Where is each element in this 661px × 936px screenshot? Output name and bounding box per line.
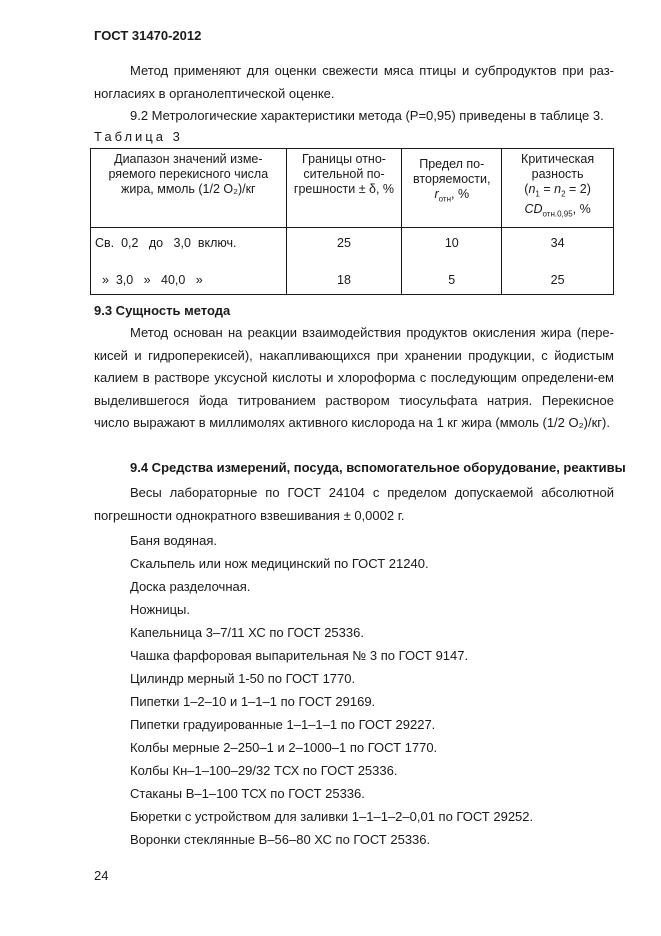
list-item: Колбы мерные 2–250–1 и 2–1000–1 по ГОСТ 1770. <box>130 740 438 755</box>
header-r-sub: отн <box>438 194 451 204</box>
list-item: Бюретки с устройством для заливки 1–1–1–2–0,01 по ГОСТ 29252. <box>130 809 534 824</box>
list-item: Колбы Кн–1–100–29/32 ТСХ по ГОСТ 25336. <box>130 763 398 778</box>
list-item: Ножницы. <box>130 602 191 617</box>
cell-range: » 3,0 » 40,0 » <box>91 267 287 295</box>
list-item: Пипетки 1–2–10 и 1–1–1 по ГОСТ 29169. <box>130 694 376 709</box>
header-eq: = <box>539 182 555 196</box>
section-9-4-title: 9.4 Средства измерений, посуда, вспомогательное оборудование, реактивы <box>130 460 626 475</box>
cell-r: 5 <box>402 267 502 295</box>
section-9-4-first-paragraph: Весы лабораторные по ГОСТ 24104 с пределом допускаемой абсолютной погрешности однократного взвешивания ± 0,0002 г. <box>94 485 614 523</box>
list-item: Баня водяная. <box>130 533 217 548</box>
header-cd-symbol: CD <box>524 201 543 216</box>
list-item: Стаканы В–1–100 ТСХ по ГОСТ 25336. <box>130 786 365 801</box>
header-cd-sub: отн.0,95 <box>542 209 573 218</box>
section-9-3-title: 9.3 Сущность метода <box>94 303 231 318</box>
section-9-3-text: Метод основан на реакции взаимодействия продуктов окисления жира (пере-кисей и гидроперекисей), накапливающихся при хранении продукции, с йодистым калием в растворе уксусной кислоты и хлороформа с последующим определени-ем выделившегося йода титрованием раствором тиосульфата натрия. Перекисное число выражают в миллимолях активного кислорода на 1 кг жира (ммоль (1/2 O₂)/кг). <box>94 325 614 430</box>
cell-delta: 18 <box>286 267 402 295</box>
table-row <box>91 267 614 295</box>
header-critical-difference: Критическая разность $(n_1 = n_2 = 2)$ $CD_{отн.0,95}$, % <box>502 149 614 228</box>
page-number: 24 <box>94 868 109 883</box>
header-delta: Границы отно-сительной по-грешности ± δ, % <box>286 149 402 228</box>
cell-cd: 34 <box>502 228 614 268</box>
cell-r: 10 <box>402 228 502 268</box>
table-row <box>91 228 614 268</box>
header-n-val: = 2 <box>565 182 587 196</box>
header-n1: n <box>528 182 536 196</box>
intro-paragraph-2: 9.2 Метрологические характеристики метода (P=0,95) приведены в таблице 3. <box>130 108 604 123</box>
cell-cd: 25 <box>502 267 614 295</box>
list-item: Чашка фарфоровая выпарительная № 3 по ГОСТ 9147. <box>130 648 469 663</box>
header-repeatability-line2: вторяемости, <box>413 172 491 186</box>
header-n2: n <box>554 182 562 196</box>
metrology-table <box>90 148 614 295</box>
cell-delta: 25 <box>286 228 402 268</box>
cell-range: Св. 0,2 до 3,0 включ. <box>91 228 287 268</box>
header-cd-line2: разность <box>531 167 584 181</box>
table-header-row <box>91 149 614 228</box>
list-item: Капельница 3–7/11 ХС по ГОСТ 25336. <box>130 625 364 640</box>
header-repeatability <box>402 149 502 228</box>
header-n1-sub: 1 <box>535 189 540 199</box>
list-item: Доска разделочная. <box>130 579 251 594</box>
list-item: Пипетки градуированные 1–1–1–1 по ГОСТ 29227. <box>130 717 436 732</box>
intro-paragraph-1: Метод применяют для оценки свежести мяса птицы и субпродуктов при раз-ногласиях в органолептической оценке. <box>94 63 614 101</box>
table-caption: Таблица 3 <box>94 129 183 144</box>
list-item: Цилиндр мерный 1-50 по ГОСТ 1770. <box>130 671 356 686</box>
header-cd-line1: Критическая <box>521 152 595 166</box>
document-header: ГОСТ 31470-2012 <box>94 28 202 43</box>
header-cd-unit: , % <box>572 201 591 216</box>
list-item: Скальпель или нож медицинский по ГОСТ 21240. <box>130 556 429 571</box>
header-repeatability-line1: Предел по- <box>419 157 485 171</box>
list-item: Воронки стеклянные В–56–80 ХС по ГОСТ 25336. <box>130 832 431 847</box>
header-r-symbol: r <box>434 187 439 201</box>
header-r-unit: , % <box>451 187 470 201</box>
header-range: Диапазон значений изме-ряемого перекисного числа жира, ммоль (1/2 O₂)/кг <box>91 149 287 228</box>
header-n2-sub: 2 <box>561 189 566 199</box>
